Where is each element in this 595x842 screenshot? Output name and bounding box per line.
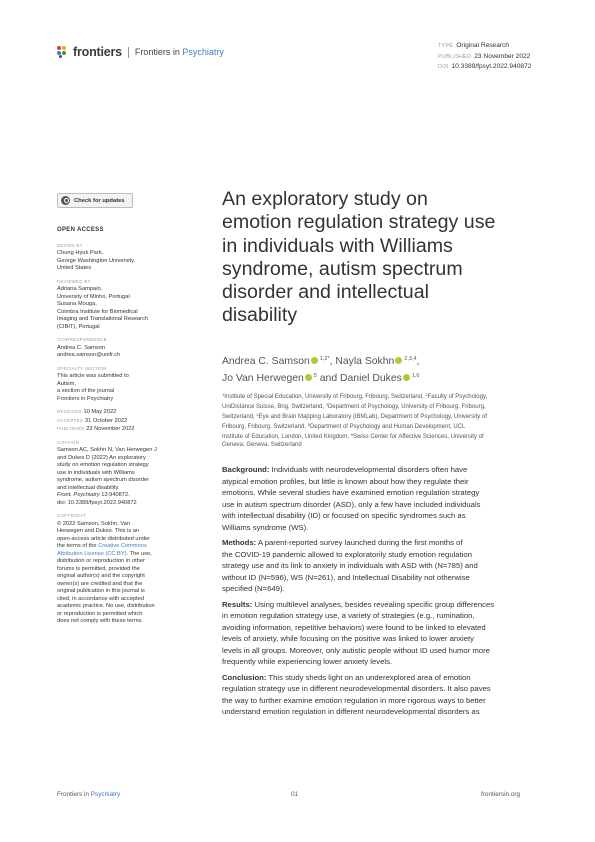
published-value: 23 November 2022: [474, 52, 531, 60]
accepted-date: ACCEPTED 31 October 2022: [57, 417, 128, 424]
correspondence-label: *CORRESPONDENCE: [57, 337, 107, 342]
citation-section: [57, 439, 163, 508]
check-for-updates-button[interactable]: [57, 193, 133, 208]
affiliation-line: Institute of Education, London, United Kingdom, $^6$Swiss Center for Affective Sciences, University of: [222, 432, 484, 441]
specialty-line: Autism,: [57, 380, 76, 387]
copyright-line: original publication in this journal is: [57, 588, 145, 594]
license-link[interactable]: Attribution License (CC BY): [57, 550, 127, 557]
author-name[interactable]: Jo Van Herwegen: [222, 373, 304, 385]
published-label: PUBLISHED: [438, 53, 472, 60]
page-number: 01: [291, 791, 299, 798]
article-title: An exploratory study on emotion regulation strategy use in individuals with Williams syndrome, autism spectrum disorder and intellectual disability: [222, 188, 496, 327]
orcid-icon[interactable]: [395, 357, 402, 364]
copyright-line: open-access article distributed under: [57, 535, 150, 542]
specialty-section: [57, 365, 163, 404]
published-date: PUBLISHED 23 November 2022: [57, 426, 135, 432]
correspondence-email[interactable]: andrea.samson@unifr.ch: [57, 352, 121, 358]
copyright-line: Attribution License (CC BY). The use,: [57, 550, 152, 557]
copyright-line: academic practice. No use, distribution: [57, 603, 155, 609]
doi-value[interactable]: 10.3389/fpsyt.2022.940872: [451, 63, 532, 71]
author-name[interactable]: Andrea C. Samson: [222, 356, 310, 367]
citation-line: and Dukes D (2022) An exploratory: [57, 454, 146, 461]
citation-label: CITATION: [57, 439, 80, 445]
author-sup: 5: [313, 373, 317, 380]
copyright-line: distribution or reproduction in other: [57, 558, 145, 564]
citation-journal-line: Front. Psychiatry 13:940872.: [57, 492, 130, 498]
citation-line: Samson AC, Sokhn N, Van Herwegen J: [57, 447, 157, 453]
doi-label: DOI: [438, 64, 449, 71]
footer-website-link[interactable]: frontiersin.org: [481, 791, 521, 798]
affiliation-line: Switzerland, $^4$Eye and Brain Mapping Laboratory (iBMLab), Department of Psychology, University of: [222, 412, 487, 421]
frontiers-logo-icon: [57, 46, 69, 58]
correspondence-section: [57, 336, 163, 360]
affiliations: [222, 391, 542, 450]
copyright-line: owner(s) are credited and that the: [57, 580, 143, 587]
reviewed-by-section: [57, 278, 163, 332]
editor-line: United States: [57, 265, 92, 271]
citation-line: and intellectual disability.: [57, 484, 120, 491]
abstract: [222, 464, 540, 722]
license-link[interactable]: Creative Commons: [98, 543, 147, 549]
reviewer-line: University of Minho, Portugal: [57, 293, 130, 300]
reviewer-line: Imaging and Translational Research: [57, 316, 149, 322]
editor-line: Chung Hyuk Park,: [57, 250, 104, 256]
copyright-section: [57, 512, 163, 626]
correspondence-name: Andrea C. Samson: [57, 344, 106, 351]
affiliation-line: $^1$Institute of Special Education, University of Fribourg, Fribourg, Switzerland, $^2$Faculty of Psychology,: [222, 392, 488, 400]
affiliation-line: Geneva, Geneva, Switzerland: [222, 442, 302, 449]
citation-line: study on emotion regulation strategy: [57, 462, 149, 468]
journal-logo[interactable]: [57, 44, 224, 60]
abstract-conclusion: Conclusion: This study sheds light on an underexplored area of emotion regulation strategy use in different neurodevelopmental disorders. It also paves the way to further examine emotion regulation in more rigorous ways to better understand emotion regulation in different neurodevelopmental disorders as: [222, 672, 491, 716]
open-access-label: OPEN ACCESS: [57, 227, 104, 233]
copyright-line: the terms of the Creative Commons: [57, 543, 147, 549]
citation-doi[interactable]: doi: 10.3389/fpsyt.2022.940872: [57, 499, 137, 506]
author-sup: 1,6: [411, 373, 420, 380]
article-sidebar: [57, 227, 163, 631]
abstract-results: Results: Using multilevel analyses, besides revealing specific group differences in emotion regulation strategy use, a variety of strategies (e.g., rumination, avoiding information, repetitive behaviors) were found to be linked to elevated levels of anxiety, while focusing on the positive was linked to lower anxiety levels in all groups. Moreover, only autistic people without ID used humor more frequently while experiencing lower anxiety levels.: [222, 599, 495, 666]
reviewer-line: Adriana Sampaio,: [57, 286, 103, 292]
affiliation-line: UniDistance Suisse, Brig, Switzerland, $^3$Department of Psychology, University of Fribourg, Fribourg,: [222, 402, 486, 411]
footer-journal: Frontiers in Psychiatry: [57, 791, 121, 798]
copyright-label: COPYRIGHT: [57, 513, 86, 518]
journal-name: Frontiers in Psychiatry: [134, 47, 224, 57]
author-list: Andrea C. Samson $^{1,2*}$, Nayla Sokhn $^{2,3,4}$, Jo Van Herwegen $^5$ and Daniel Dukes $^{1,6}$: [222, 356, 420, 385]
orcid-icon[interactable]: [305, 374, 312, 381]
specialty-line: This article was submitted to: [57, 373, 129, 379]
dates-section: [57, 408, 163, 434]
received-date: RECEIVED 10 May 2022: [57, 409, 117, 415]
orcid-icon[interactable]: [403, 374, 410, 381]
type-value: Original Research: [456, 42, 510, 49]
type-label: TYPE: [438, 43, 454, 49]
reviewer-line: Susana Mouga,: [57, 301, 97, 307]
author-sup: 1,2*: [319, 356, 330, 362]
specialty-line: Frontiers in Psychiatry: [57, 395, 114, 402]
article-meta: [438, 41, 531, 73]
abstract-methods: Methods: A parent-reported survey launched during the first months of the COVID-19 pandemic allowed to exploratorily study emotion regulation strategy use and its link to anxiety in individuals with ASD with (N=785) and without ID (N=596), WS (N=261), and Intellectual Disability not otherwise specified (N=649).: [222, 538, 478, 593]
copyright-line: does not comply with these terms.: [57, 618, 143, 624]
update-icon: [61, 196, 70, 205]
citation-line: syndrome, autism spectrum disorder: [57, 477, 149, 483]
copyright-line: original author(s) and the copyright: [57, 573, 145, 579]
copyright-line: © 2022 Samson, Sokhn, Van: [57, 520, 131, 527]
reviewer-line: (CIBIT), Portugal: [57, 323, 100, 330]
copyright-line: forums is permitted, provided the: [57, 565, 140, 572]
reviewed-by-label: REVIEWED BY: [57, 278, 91, 284]
check-for-updates-label: Check for updates: [74, 197, 125, 204]
author-name[interactable]: Daniel Dukes: [340, 373, 402, 385]
edited-by-section: [57, 242, 163, 273]
logo-divider: [128, 47, 129, 58]
specialty-label: SPECIALTY SECTION: [57, 365, 107, 371]
brand-name: frontiers: [73, 45, 122, 59]
editor-line: George Washington University,: [57, 257, 136, 264]
affiliation-line: Fribourg, Fribourg, Switzerland, $^5$Department of Psychology and Human Development, UCL: [222, 422, 466, 431]
copyright-line: Herwegen and Dukes. This is an: [57, 528, 140, 534]
citation-line: use in individuals with Williams: [57, 469, 135, 476]
author-name[interactable]: Nayla Sokhn: [335, 356, 395, 367]
edited-by-label: EDITED BY: [57, 242, 83, 248]
copyright-line: or reproduction is permitted which: [57, 610, 143, 617]
author-sup: 2,3,4: [404, 356, 417, 362]
specialty-line: a section of the journal: [57, 388, 115, 394]
orcid-icon[interactable]: [311, 357, 318, 364]
abstract-background: Background: Individuals with neurodevelopmental disorders often have atypical emotion profiles, but little is known about how they regulate their emotions. While several studies have examined emotion regulation strategy use in autism spectrum disorder (ASD), only a few have included individuals with intellectual disability (ID) or focused on specific syndromes such as Williams syndrome (WS).: [222, 465, 481, 532]
copyright-line: cited, in accordance with accepted: [57, 595, 144, 602]
reviewer-line: Coimbra Institute for Biomedical: [57, 308, 138, 315]
